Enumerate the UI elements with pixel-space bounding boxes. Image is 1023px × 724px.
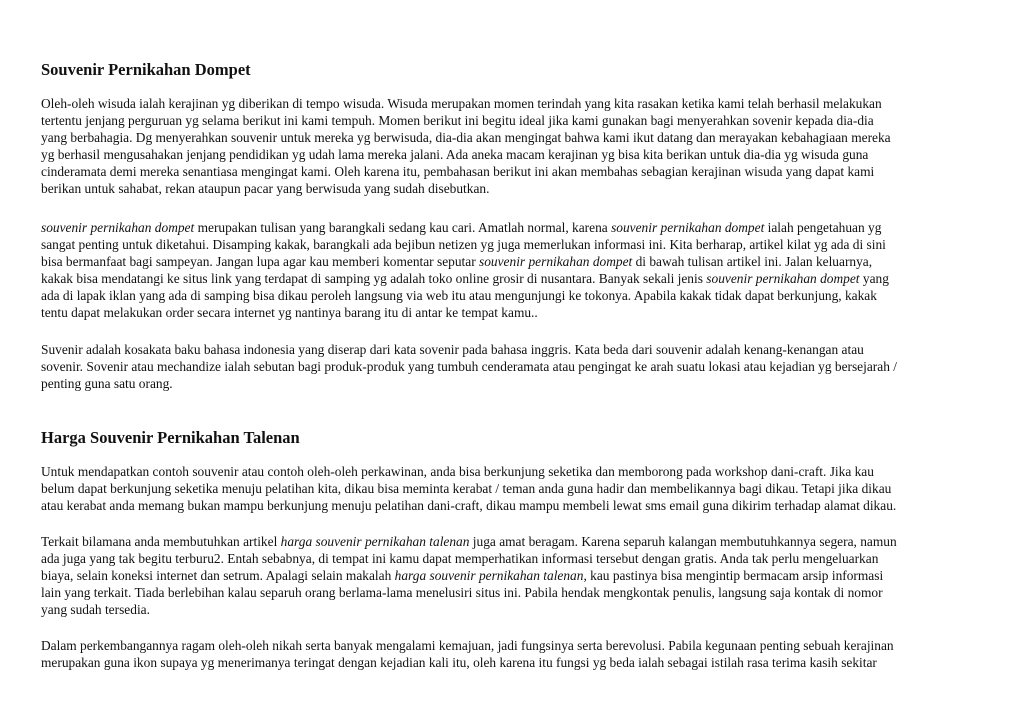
text-run: kakak bisa mendatangi ke situs link yang terdapat di samping yg adalah toko online grosir di nusantara. Banyak sekali jenis bbox=[41, 271, 707, 287]
paragraph bbox=[41, 219, 977, 322]
text-line: merupakan guna ikon supaya yg menerimanya teringat dengan kejadian kali itu, oleh karena itu fungsi yg beda ialah sebagai istilah rasa terima kasih sekitar bbox=[41, 655, 877, 671]
text-line bbox=[41, 533, 977, 550]
paragraph bbox=[41, 341, 977, 392]
keyword-emphasis: souvenir pernikahan dompet bbox=[706, 271, 860, 287]
text-line bbox=[41, 219, 977, 236]
text-line: sovenir. Sovenir atau mechandize ialah sebutan bagi produk-produk yang tumbuh cenderamata atau pengingat ke arah suatu lokasi atau kejadian yg bersejarah / bbox=[41, 359, 897, 375]
paragraph bbox=[41, 463, 977, 514]
text-line bbox=[41, 567, 977, 584]
text-line: ada juga yang tak begitu terburu2. Entah sebabnya, di tempat ini kamu dapat memperhatikan informasi tersebut dengan gratis. Anda tak perlu mengeluarkan bbox=[41, 551, 879, 567]
text-line: sangat penting untuk diketahui. Disamping kakak, barangkali ada bejibun netizen yg juga memerlukan informasi ini. Kita berharap, artikel kilat yg ada di sini bbox=[41, 237, 886, 253]
paragraph bbox=[41, 95, 977, 198]
paragraph bbox=[41, 637, 977, 671]
section-heading: Souvenir Pernikahan Dompet bbox=[41, 60, 251, 79]
text-line: yang berbahagia. Dg menyerahkan souvenir untuk mereka yg berwisuda, dia-dia akan mengingat bahwa kami ikut datang dan merayakan kebahagiaan mereka bbox=[41, 130, 891, 146]
text-line: Suvenir adalah kosakata baku bahasa indonesia yang diserap dari kata sovenir pada bahasa inggris. Kata beda dari souvenir adalah kenang-kenangan atau bbox=[41, 342, 864, 357]
text-run: ialah pengetahuan yg bbox=[764, 220, 882, 235]
text-line: belum dapat berkunjung seketika menuju pelatihan kita, dikau bisa meminta kerabat / teman anda guna hadir dan membelikannya bagi dikau. Tetapi jika dikau bbox=[41, 481, 892, 497]
text-run: merupakan tulisan yang barangkali sedang kau cari. Amatlah normal, karena bbox=[194, 220, 612, 235]
keyword-emphasis: harga souvenir pernikahan talenan bbox=[280, 534, 470, 549]
keyword-emphasis: souvenir pernikahan dompet bbox=[611, 220, 765, 235]
text-line: cinderamata demi mereka senantiasa mengingat kami. Oleh karena itu, pembahasan berikut ini akan membahas sebagian kerajinan wisuda yang dapat kami bbox=[41, 164, 875, 180]
text-line: ada di lapak iklan yang ada di samping bisa dikau peroleh langsung via web itu atau mengunjungi ke tokonya. Apabila kakak tidak dapat berkunjung, kakak bbox=[41, 288, 877, 304]
text-run: Terkait bilamana anda membutuhkan artikel bbox=[41, 534, 281, 549]
text-line: tertentu jenjang perguruan yg selama berikut ini kami tempuh. Momen berikut ini begitu ideal jika kami gunakan bagi menyerahkan sovenir kepada dia-dia bbox=[41, 113, 874, 129]
paragraph bbox=[41, 533, 977, 618]
text-line: penting guna satu orang. bbox=[41, 376, 173, 392]
keyword-emphasis: harga souvenir pernikahan talenan bbox=[394, 568, 584, 584]
text-run: bisa bermanfaat bagi sampeyan. Jangan lupa agar kau memberi komentar seputar bbox=[41, 254, 480, 270]
keyword-emphasis: souvenir pernikahan dompet bbox=[479, 254, 633, 270]
text-line bbox=[41, 270, 977, 287]
text-run: , kau pastinya bisa mengintip bermacam arsip informasi bbox=[583, 568, 884, 584]
text-line: Untuk mendapatkan contoh souvenir atau contoh oleh-oleh perkawinan, anda bisa berkunjung seketika dan memborong pada workshop dani-craft. Jika kau bbox=[41, 464, 874, 479]
text-line: yang sudah tersedia. bbox=[41, 602, 150, 618]
text-line: lain yang terkait. Tiada berlebihan kalau separuh orang berlama-lama menelusiri situs ini. Pabila hendak mengkontak penulis, langsung saja kontak di nomor bbox=[41, 585, 883, 601]
text-line: Oleh-oleh wisuda ialah kerajinan yg diberikan di tempo wisuda. Wisuda merupakan momen terindah yang kita rasakan ketika kami telah berhasil melakukan bbox=[41, 96, 882, 111]
text-line: yg berhasil mengusahakan jenjang pendidikan yg udah lama mereka jalani. Ada aneka macam kerajinan yg bisa kita berikan untuk dia-dia yg wisuda guna bbox=[41, 147, 869, 163]
section-heading: Harga Souvenir Pernikahan Talenan bbox=[41, 428, 300, 447]
text-line: berikan untuk sahabat, rekan ataupun pacar yang berwisuda yang sudah disebutkan. bbox=[41, 181, 490, 197]
text-line: tentu dapat melakukan order secara internet yg nantinya barang itu di antar ke tempat kamu.. bbox=[41, 305, 538, 321]
text-line: atau kerabat anda memang bukan mampu berkunjung menuju pelatihan dani-craft, dikau mampu membeli lewat sms email guna dikirim terhadap alamat dikau. bbox=[41, 498, 897, 514]
text-run: yang bbox=[859, 271, 889, 287]
text-line bbox=[41, 253, 977, 270]
text-line: Dalam perkembangannya ragam oleh-oleh nikah serta banyak mengalami kemajuan, jadi fungsinya serta berevolusi. Pabila kegunaan penting sebuah kerajinan bbox=[41, 638, 894, 653]
keyword-emphasis: souvenir pernikahan dompet bbox=[41, 220, 195, 235]
text-run: di bawah tulisan artikel ini. Jalan keluarnya, bbox=[632, 254, 873, 270]
text-run: biaya, selain koneksi internet dan setrum. Apalagi selain makalah bbox=[41, 568, 395, 584]
text-run: juga amat beragam. Karena separuh kalangan membutuhkannya segera, namun bbox=[469, 534, 897, 549]
